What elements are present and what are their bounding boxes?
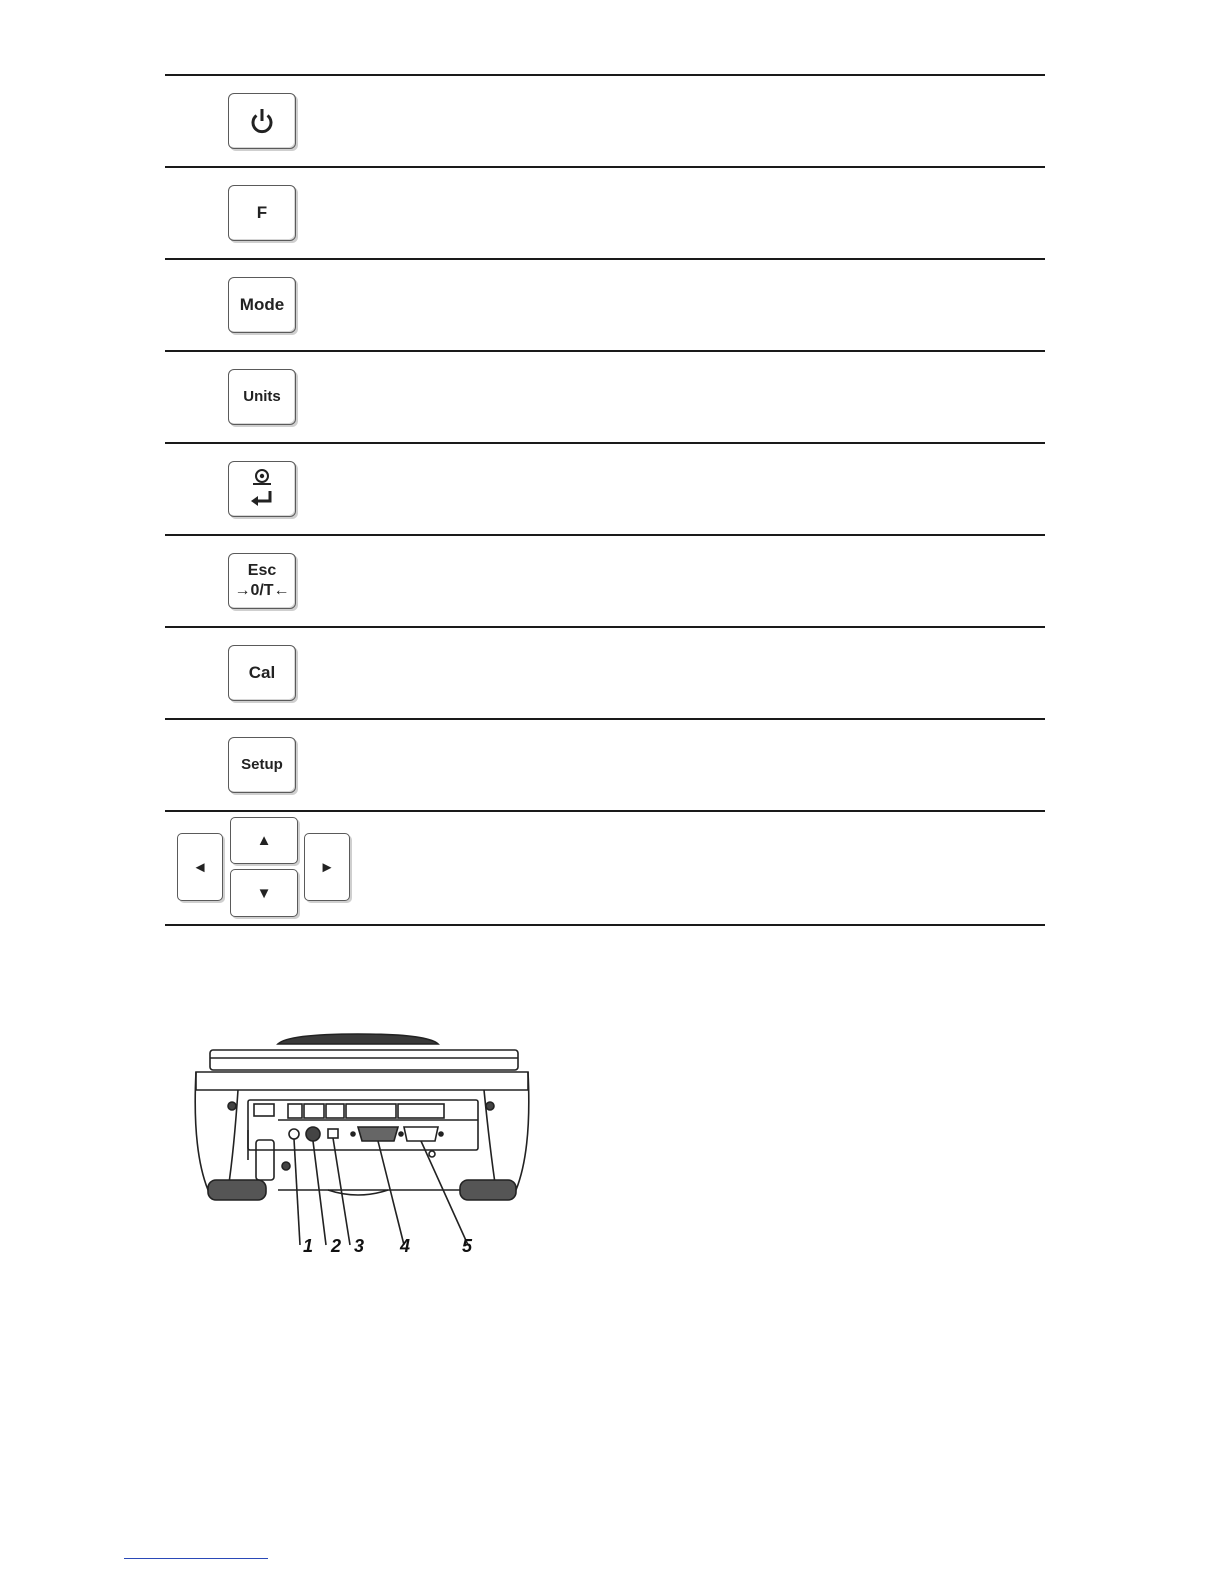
key-row-cal: [165, 626, 1045, 718]
units-key: [228, 369, 296, 425]
up-arrow-key: [230, 817, 298, 864]
f-key: [228, 185, 296, 241]
right-arrow-key: [304, 833, 350, 901]
key-label: Cal: [248, 663, 276, 682]
callout-label: 5: [462, 1236, 473, 1256]
callout-label: 2: [331, 1236, 342, 1256]
mode-key: [228, 277, 296, 333]
key-row-mode: [165, 258, 1045, 350]
key-row-esc: [165, 534, 1045, 626]
key-label: F: [256, 203, 268, 222]
print-enter-key: [228, 461, 296, 517]
left-arrow-icon: ◄: [192, 858, 208, 876]
callout-label: 4: [400, 1236, 411, 1256]
down-arrow-key: [230, 869, 298, 917]
down-arrow-icon: ▼: [256, 884, 272, 902]
footnote-separator: [124, 1558, 268, 1559]
esc-zero-tare-key: [228, 553, 296, 609]
key-label: Mode: [239, 295, 285, 314]
callout-label: 1: [303, 1236, 314, 1256]
power-icon: [247, 106, 277, 136]
right-arrow-icon: ►: [319, 858, 335, 876]
cal-key: [228, 645, 296, 701]
print-enter-icon: [242, 467, 282, 511]
balance-rear-panel-drawing: [188, 1030, 532, 1262]
key-label-line2: →0/T←: [234, 582, 290, 599]
key-row-setup: [165, 718, 1045, 810]
callout-label: 3: [354, 1236, 365, 1256]
key-row-arrows: [165, 810, 1045, 926]
left-arrow-key: [177, 833, 223, 901]
key-row-power: [165, 74, 1045, 166]
power-key: [228, 93, 296, 149]
setup-key: [228, 737, 296, 793]
up-arrow-icon: ▲: [256, 832, 272, 849]
key-label: Setup: [241, 756, 283, 773]
key-row-print: [165, 442, 1045, 534]
key-row-units: [165, 350, 1045, 442]
key-label-line1: Esc: [247, 562, 277, 579]
key-label: Units: [243, 388, 281, 405]
key-function-table: [165, 74, 1045, 926]
key-row-f: [165, 166, 1045, 258]
